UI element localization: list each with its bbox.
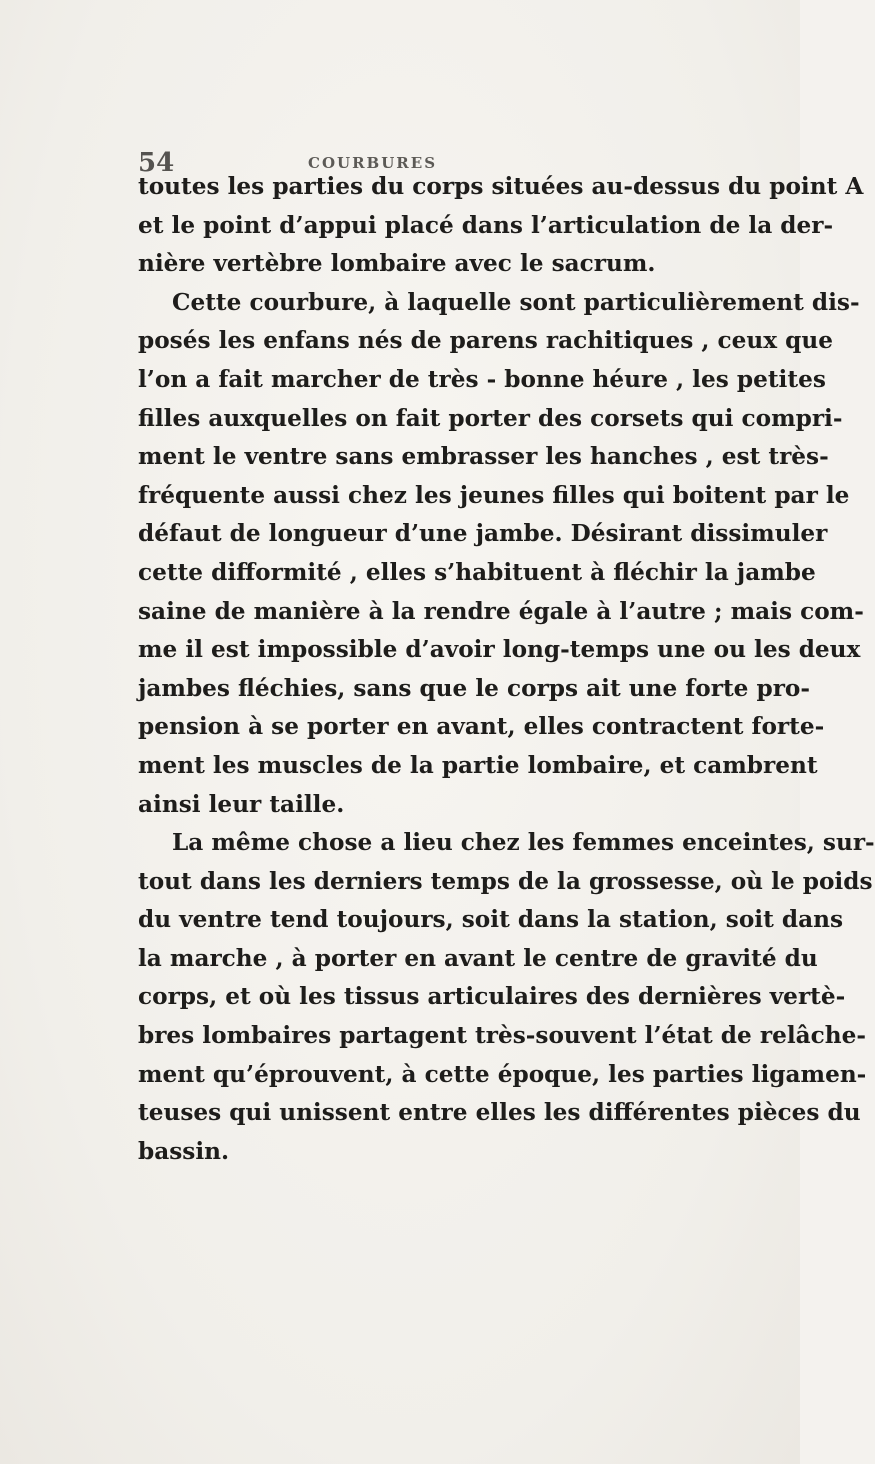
text-line: pension à se porter en avant, elles contractent forte- (138, 713, 825, 741)
text-line: ment le ventre sans embrasser les hanches , est très- (138, 443, 829, 471)
page-number: 54 (138, 148, 175, 178)
text-line: nière vertèbre lombaire avec le sacrum. (138, 250, 656, 278)
text-line: saine de manière à la rendre égale à l’autre ; mais com- (138, 597, 864, 625)
text-line: l’on a fait marcher de très - bonne héure , les petites (138, 365, 826, 393)
text-line: me il est impossible d’avoir long-temps une ou les deux (138, 636, 861, 664)
text-line: bassin. (138, 1137, 230, 1165)
text-line: bres lombaires partagent très-souvent l’état de relâche- (138, 1022, 867, 1050)
running-title: COURBURES (308, 154, 438, 172)
text-line: cette difformité , elles s’habituent à fléchir la jambe (138, 558, 816, 586)
text-line: posés les enfans nés de parens rachitiques , ceux que (138, 327, 833, 355)
text-line: tout dans les derniers temps de la grossesse, où le poids (138, 867, 873, 895)
text-line: du ventre tend toujours, soit dans la station, soit dans (138, 906, 844, 934)
body-text (138, 168, 875, 1171)
text-line: teuses qui unissent entre elles les différentes pièces du (138, 1099, 861, 1127)
text-line: jambes fléchies, sans que le corps ait une forte pro- (138, 674, 810, 702)
text-line: fréquente aussi chez les jeunes filles qui boitent par le (138, 481, 850, 509)
text-line: ainsi leur taille. (138, 790, 345, 818)
text-line: et le point d’appui placé dans l’articulation de la der- (138, 211, 834, 239)
text-line: La même chose a lieu chez les femmes enceintes, sur- (172, 829, 875, 857)
text-line: corps, et où les tissus articulaires des dernières vertè- (138, 983, 846, 1011)
text-line: toutes les parties du corps situées au-dessus du point A (138, 173, 864, 200)
text-line: Cette courbure, à laquelle sont particulièrement dis- (172, 288, 860, 316)
text-line: la marche , à porter en avant le centre de gravité du (138, 944, 818, 972)
text-line: ment qu’éprouvent, à cette époque, les parties ligamen- (138, 1060, 867, 1088)
text-line: défaut de longueur d’une jambe. Désirant dissimuler (138, 520, 828, 548)
text-line: filles auxquelles on fait porter des corsets qui compri- (138, 404, 843, 432)
text-line: ment les muscles de la partie lombaire, et cambrent (138, 751, 818, 779)
